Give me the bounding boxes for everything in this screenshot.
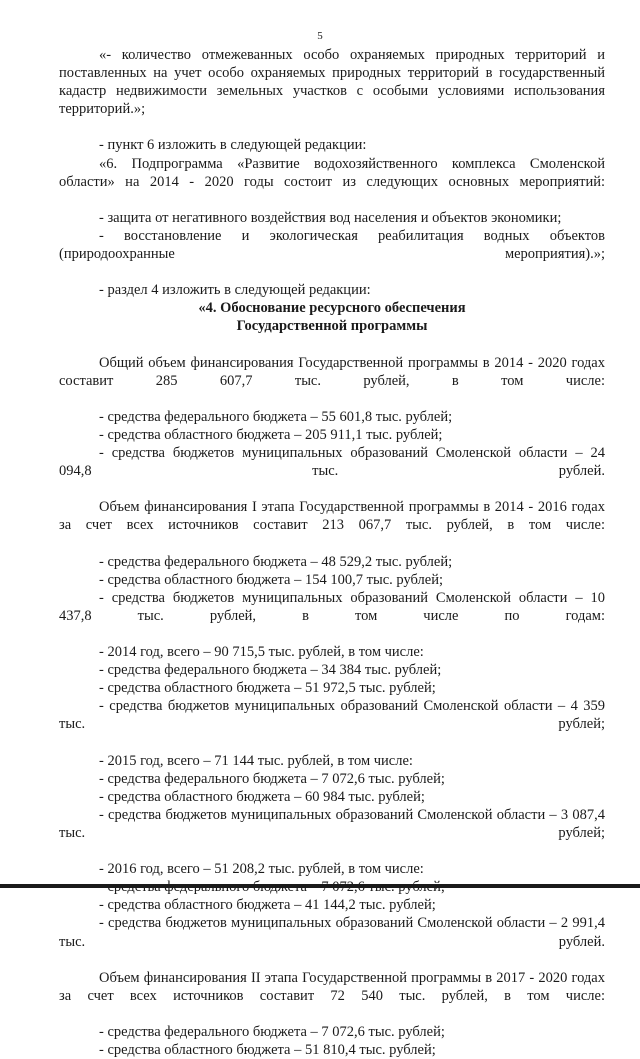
paragraph-amendment-clause: «- количество отмежеванных особо охраняемых природных территорий и поставленных на учет особо охраняемых природных территорий в государственный кадастр недвижимости земельных участков с особыми условиями использования территорий.»; (59, 47, 605, 118)
section-heading-line-2: Государственной программы (236, 318, 428, 335)
paragraph-stage-2-financing: Объем финансирования II этапа Государственной программы в 2017 - 2020 годах за счет всех источников составит 72 540 тыс. рублей, в том числе: (59, 969, 605, 1004)
list-item: - средства федерального бюджета – 34 384 тыс. рублей; (99, 662, 442, 679)
paragraph-stage-1-financing: Объем финансирования I этапа Государственной программы в 2014 - 2016 годах за счет всех источников составит 213 067,7 тыс. рублей, в том числе: (59, 499, 605, 534)
document-body (59, 46, 605, 1059)
list-item: - средства областного бюджета – 205 911,1 тыс. рублей; (99, 426, 443, 443)
list-item: - средства бюджетов муниципальных образований Смоленской области – 24 094,8 тыс. рублей. (59, 444, 605, 480)
list-item: - средства бюджетов муниципальных образований Смоленской области – 4 359 тыс. рублей; (59, 698, 605, 733)
list-item: - средства бюджетов муниципальных образований Смоленской области – 2 991,4 тыс. рублей. (59, 915, 605, 950)
page-number: 5 (317, 30, 323, 42)
list-item: - средства федерального бюджета – 48 529,2 тыс. рублей; (99, 553, 453, 570)
list-item-year: - 2014 год, всего – 90 715,5 тыс. рублей, в том числе: (99, 644, 424, 660)
paragraph-measure-protection: - защита от негативного воздействия вод населения и объектов экономики; (99, 209, 562, 226)
paragraph-measure-restoration: - восстановление и экологическая реабилитация водных объектов (природоохранные мероприятия).»; (59, 227, 605, 263)
list-item: - средства федерального бюджета – 55 601,8 тыс. рублей; (99, 408, 453, 425)
list-item: - средства областного бюджета – 154 100,7 тыс. рублей; (99, 571, 443, 588)
bottom-border-line (0, 884, 640, 888)
list-item: - средства областного бюджета – 51 972,5 тыс. рублей; (99, 680, 436, 697)
list-item: - средства областного бюджета – 41 144,2 тыс. рублей; (99, 897, 436, 914)
list-item: - средства бюджетов муниципальных образований Смоленской области – 10 437,8 тыс. рублей, в том числе по годам: (59, 589, 605, 624)
paragraph-subprogram: «6. Подпрограмма «Развитие водохозяйственного комплекса Смоленской области» на 2014 - 2020 годы состоит из следующих основных мероприятий: (59, 155, 605, 190)
list-item-year: - 2016 год, всего – 51 208,2 тыс. рублей, в том числе: (99, 861, 424, 878)
section-heading-line-1: «4. Обоснование ресурсного обеспечения (198, 300, 466, 317)
list-item-year: - 2015 год, всего – 71 144 тыс. рублей, в том числе: (99, 752, 413, 769)
paragraph-total-financing: Общий объем финансирования Государственной программы в 2014 - 2020 годах составит 285 607,7 тыс. рублей, в том числе: (59, 354, 605, 389)
list-item: - средства областного бюджета – 60 984 тыс. рублей; (99, 788, 425, 805)
list-item: - средства областного бюджета – 51 810,4 тыс. рублей; (99, 1042, 436, 1059)
paragraph-item-6-intro: - пункт 6 изложить в следующей редакции: (99, 137, 367, 154)
paragraph-section-4-intro: - раздел 4 изложить в следующей редакции: (99, 282, 371, 299)
list-item: - средства федерального бюджета – 7 072,6 тыс. рублей; (99, 770, 445, 787)
list-item: - средства федерального бюджета – 7 072,6 тыс. рублей; (99, 1023, 445, 1040)
list-item: - средства бюджетов муниципальных образований Смоленской области – 3 087,4 тыс. рублей; (59, 806, 605, 841)
